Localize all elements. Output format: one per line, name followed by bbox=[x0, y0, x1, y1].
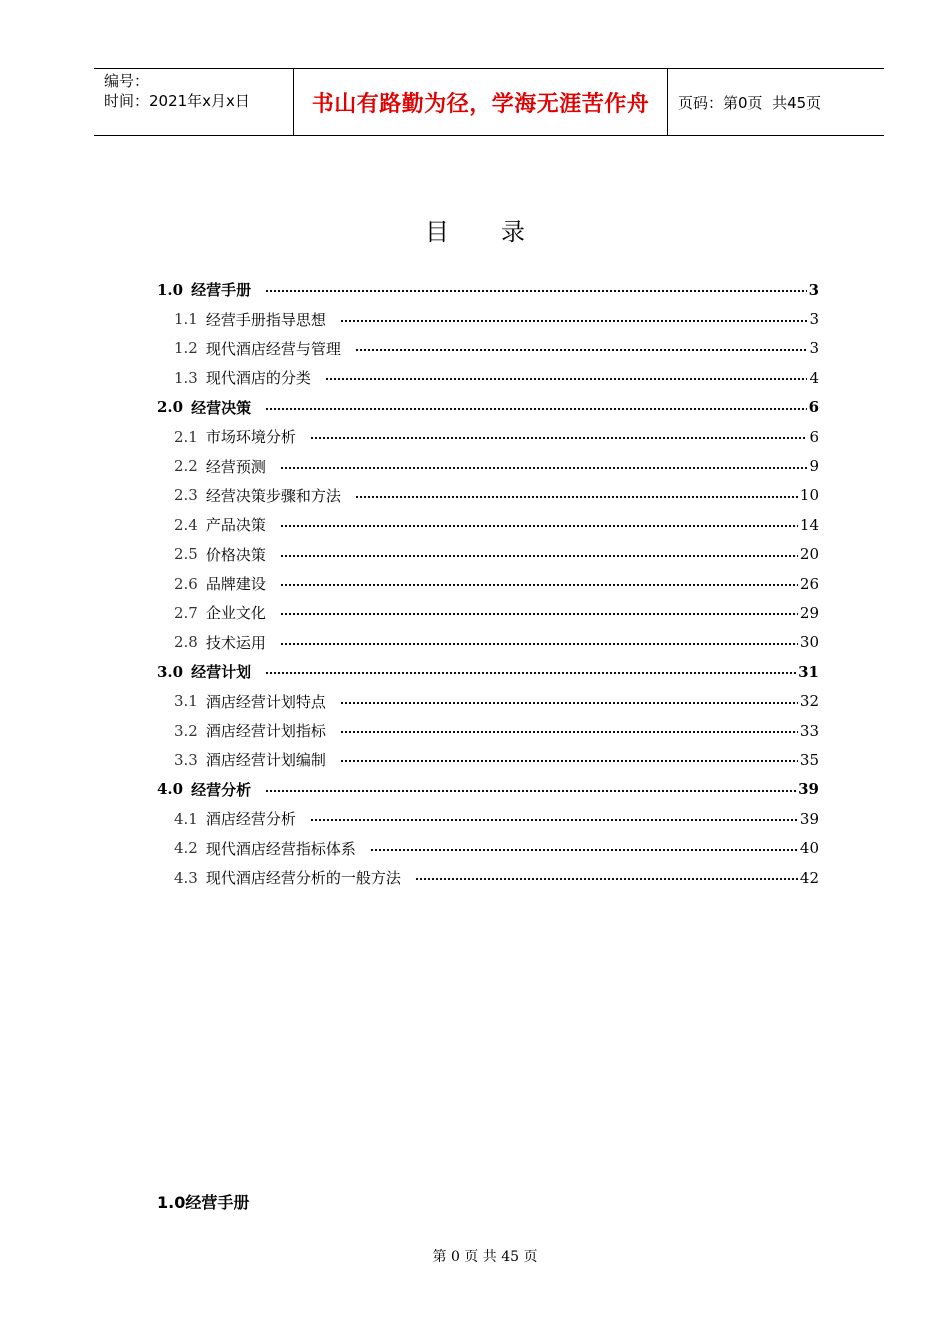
toc-entry-number: 2.4 bbox=[174, 515, 198, 534]
toc-entry-page: 29 bbox=[799, 603, 819, 622]
toc-entry-title: 现代酒店的分类 bbox=[205, 369, 311, 388]
toc-entry-page: 20 bbox=[799, 545, 819, 564]
toc-entry-page: 40 bbox=[799, 839, 819, 858]
header-page-info-cell bbox=[668, 69, 884, 135]
code-label: 编号： bbox=[104, 72, 150, 90]
toc-entry-number: 1.0 bbox=[157, 280, 184, 299]
toc-entry[interactable] bbox=[157, 304, 819, 333]
toc-entry-page: 3 bbox=[809, 339, 819, 358]
toc-entry-number: 2.7 bbox=[174, 603, 198, 622]
toc-entry-number: 4.2 bbox=[174, 839, 198, 858]
toc-entry-title: 酒店经营计划指标 bbox=[205, 722, 326, 741]
toc-entry-page: 14 bbox=[799, 515, 819, 534]
toc-entry[interactable] bbox=[157, 451, 819, 480]
toc-entry[interactable] bbox=[157, 686, 819, 715]
toc-dot-leader bbox=[310, 437, 808, 439]
toc-entry-page: 3 bbox=[808, 280, 819, 299]
toc-entry-title: 市场环境分析 bbox=[205, 428, 296, 447]
toc-entry-number: 2.2 bbox=[174, 457, 198, 476]
toc-entry-title: 产品决策 bbox=[205, 516, 266, 535]
toc-entry[interactable] bbox=[157, 745, 819, 774]
toc-dot-leader bbox=[265, 408, 806, 410]
toc-dot-leader bbox=[340, 702, 798, 704]
toc-dot-leader bbox=[265, 290, 806, 292]
header-motto: 书山有路勤为径，学海无涯苦作舟 bbox=[294, 69, 668, 135]
toc-entry-page: 3 bbox=[809, 310, 819, 329]
toc-dot-leader bbox=[265, 790, 796, 792]
toc-entry[interactable] bbox=[157, 628, 819, 657]
toc-dot-leader bbox=[280, 525, 798, 527]
toc-entry-number: 3.2 bbox=[174, 721, 198, 740]
toc-entry[interactable] bbox=[157, 804, 819, 833]
toc-entry-page: 39 bbox=[798, 780, 819, 799]
toc-entry-title: 企业文化 bbox=[205, 604, 266, 623]
toc-dot-leader bbox=[280, 584, 798, 586]
toc-entry-title: 价格决策 bbox=[205, 545, 266, 564]
toc-entry-page: 30 bbox=[799, 633, 819, 652]
toc-entry-number: 2.5 bbox=[174, 545, 198, 564]
toc-entry[interactable] bbox=[157, 393, 819, 422]
toc-dot-leader bbox=[415, 878, 798, 880]
toc-entry-number: 2.8 bbox=[174, 633, 198, 652]
toc-dot-leader bbox=[325, 378, 808, 380]
toc-dot-leader bbox=[310, 819, 798, 821]
toc-entry-title: 现代酒店经营指标体系 bbox=[205, 839, 356, 858]
toc-entry-number: 2.0 bbox=[157, 398, 184, 417]
toc-entry-page: 39 bbox=[799, 809, 819, 828]
toc-entry-title: 酒店经营分析 bbox=[205, 810, 296, 829]
toc-dot-leader bbox=[370, 849, 798, 851]
header-meta-cell bbox=[94, 69, 294, 135]
toc-entry-number: 1.2 bbox=[174, 339, 198, 358]
toc-dot-leader bbox=[265, 672, 796, 674]
toc-entry-title: 经营分析 bbox=[191, 780, 252, 799]
toc-entry-page: 35 bbox=[799, 750, 819, 769]
toc-entry-page: 32 bbox=[799, 692, 819, 711]
toc-entry-page: 6 bbox=[808, 398, 819, 417]
toc-entry[interactable] bbox=[157, 422, 819, 451]
toc-title: 目录 bbox=[425, 218, 577, 246]
toc-entry-number: 1.1 bbox=[174, 310, 198, 329]
toc-entry-number: 4.0 bbox=[157, 780, 184, 799]
table-of-contents bbox=[157, 275, 819, 892]
toc-entry-page: 26 bbox=[799, 574, 819, 593]
toc-entry-title: 经营预测 bbox=[205, 457, 266, 476]
toc-entry[interactable] bbox=[157, 334, 819, 363]
toc-entry-title: 现代酒店经营与管理 bbox=[205, 339, 341, 358]
toc-entry-number: 3.3 bbox=[174, 750, 198, 769]
toc-entry-title: 品牌建设 bbox=[205, 575, 266, 594]
toc-entry-number: 4.3 bbox=[174, 868, 198, 887]
toc-dot-leader bbox=[355, 496, 798, 498]
toc-entry-page: 42 bbox=[799, 868, 819, 887]
toc-entry-title: 经营手册指导思想 bbox=[205, 310, 326, 329]
toc-entry[interactable] bbox=[157, 510, 819, 539]
toc-entry-title: 技术运用 bbox=[205, 633, 266, 652]
toc-entry-title: 经营计划 bbox=[191, 663, 252, 682]
toc-entry[interactable] bbox=[157, 275, 819, 304]
toc-entry-number: 1.3 bbox=[174, 368, 198, 387]
toc-entry-number: 2.1 bbox=[174, 427, 198, 446]
toc-entry-title: 经营手册 bbox=[191, 281, 252, 300]
toc-entry-page: 10 bbox=[799, 486, 819, 505]
toc-entry[interactable] bbox=[157, 540, 819, 569]
toc-entry-number: 3.1 bbox=[174, 692, 198, 711]
toc-entry-page: 6 bbox=[809, 427, 819, 446]
toc-entry-title: 经营决策 bbox=[191, 398, 252, 417]
toc-dot-leader bbox=[280, 643, 798, 645]
toc-dot-leader bbox=[280, 613, 798, 615]
toc-entry-page: 4 bbox=[809, 368, 819, 387]
toc-entry[interactable] bbox=[157, 863, 819, 892]
time-label: 时间：2021年x月x日 bbox=[104, 92, 250, 110]
toc-entry-page: 31 bbox=[798, 662, 819, 681]
toc-entry-page: 33 bbox=[799, 721, 819, 740]
toc-entry[interactable] bbox=[157, 569, 819, 598]
toc-dot-leader bbox=[280, 555, 798, 557]
toc-dot-leader bbox=[340, 731, 798, 733]
toc-entry[interactable] bbox=[157, 716, 819, 745]
toc-dot-leader bbox=[340, 760, 798, 762]
toc-dot-leader bbox=[340, 320, 808, 322]
toc-entry[interactable] bbox=[157, 833, 819, 862]
toc-entry-number: 2.3 bbox=[174, 486, 198, 505]
toc-entry[interactable] bbox=[157, 657, 819, 686]
toc-entry[interactable] bbox=[157, 363, 819, 392]
toc-entry-title: 酒店经营计划编制 bbox=[205, 751, 326, 770]
toc-entry-title: 经营决策步骤和方法 bbox=[205, 486, 341, 505]
toc-entry-title: 酒店经营计划特点 bbox=[205, 692, 326, 711]
toc-entry-number: 4.1 bbox=[174, 809, 198, 828]
toc-entry[interactable] bbox=[157, 598, 819, 627]
section-heading: 1.0经营手册 bbox=[157, 1193, 250, 1212]
toc-dot-leader bbox=[355, 349, 808, 351]
toc-entry-number: 2.6 bbox=[174, 574, 198, 593]
toc-dot-leader bbox=[280, 467, 808, 469]
page-header bbox=[94, 68, 884, 136]
page-footer: 第 0 页 共 45 页 bbox=[432, 1249, 538, 1265]
toc-entry[interactable] bbox=[157, 481, 819, 510]
toc-entry-number: 3.0 bbox=[157, 662, 184, 681]
toc-entry-page: 9 bbox=[809, 457, 819, 476]
toc-entry[interactable] bbox=[157, 775, 819, 804]
toc-entry-title: 现代酒店经营分析的一般方法 bbox=[205, 869, 401, 887]
header-page-info: 页码：第0页 共45页 bbox=[678, 93, 822, 112]
